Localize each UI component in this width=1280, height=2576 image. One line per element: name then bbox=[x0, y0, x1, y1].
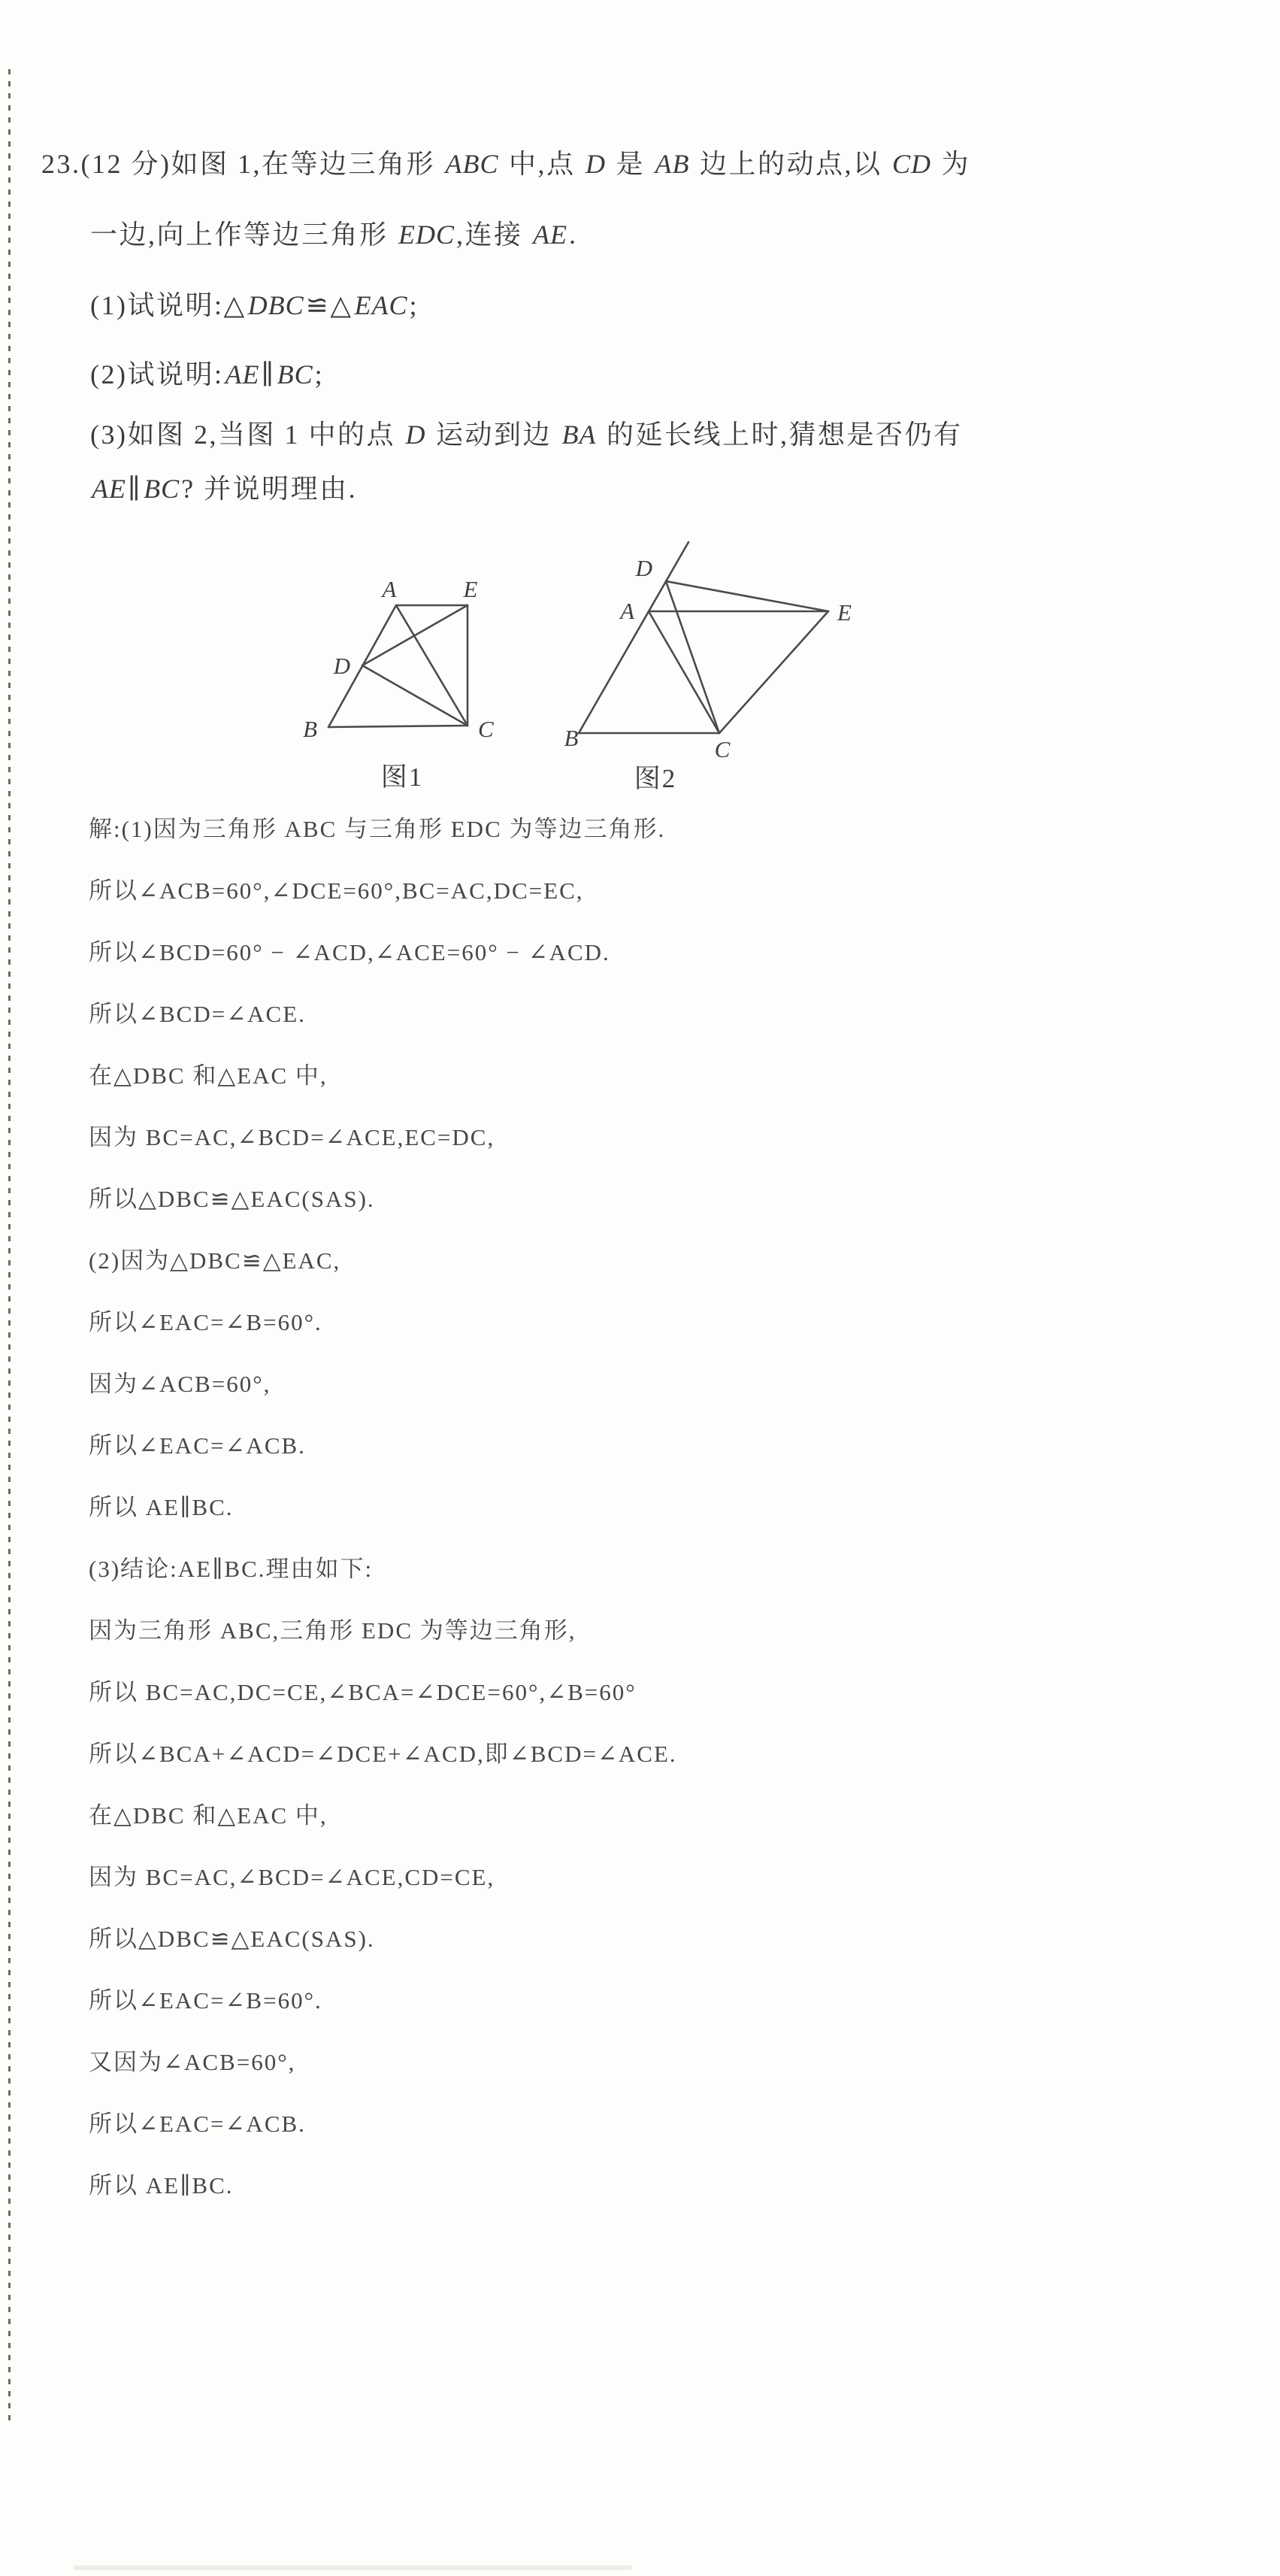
math-variable: EDC bbox=[398, 220, 455, 250]
solution-line-18: 因为 BC=AC,∠BCD=∠ACE,CD=CE, bbox=[89, 1864, 495, 1890]
solution-line-19: 所以△DBC≌△EAC(SAS). bbox=[89, 1926, 375, 1952]
solution-line-17: 在△DBC 和△EAC 中, bbox=[89, 1802, 328, 1829]
fig1-label-d: D bbox=[333, 653, 350, 679]
solution-line-12: 所以 AE∥BC. bbox=[89, 1494, 234, 1520]
text-run: . bbox=[569, 220, 578, 250]
math-variable: D bbox=[405, 420, 426, 450]
problem-line-4 bbox=[90, 358, 1263, 392]
text-run: ? 并说明理由. bbox=[181, 474, 358, 504]
solution-line-10: 因为∠ACB=60°, bbox=[89, 1371, 271, 1397]
text-run: 的延长线上时,猜想是否仍有 bbox=[598, 420, 963, 450]
text-run: 运动到边 bbox=[427, 420, 561, 450]
problem-line-6 bbox=[90, 472, 1263, 507]
fig1-side-BC bbox=[328, 726, 468, 727]
fig2-label-b: B bbox=[564, 725, 579, 751]
solution-line-22: 所以∠EAC=∠ACB. bbox=[89, 2111, 306, 2137]
solution-line-9: 所以∠EAC=∠B=60°. bbox=[89, 1309, 322, 1335]
figure-2-caption: 图2 bbox=[634, 764, 677, 793]
math-variable: BC bbox=[144, 474, 180, 504]
math-variable: CD bbox=[892, 149, 932, 179]
text-run: 中,点 bbox=[500, 149, 584, 179]
math-variable: BC bbox=[277, 359, 313, 389]
solution-line-21: 又因为∠ACB=60°, bbox=[89, 2049, 296, 2075]
problem-line-5 bbox=[90, 418, 1263, 453]
text-run: ; bbox=[409, 290, 419, 320]
solution-line-16: 所以∠BCA+∠ACD=∠DCE+∠ACD,即∠BCD=∠ACE. bbox=[89, 1741, 677, 1767]
math-variable: AB bbox=[655, 149, 690, 179]
text-run: 为 bbox=[933, 149, 971, 179]
fig2-label-d: D bbox=[635, 555, 652, 581]
math-variable: AE bbox=[92, 474, 126, 504]
problem-line-2 bbox=[90, 218, 1263, 253]
solution-line-2: 所以∠ACB=60°,∠DCE=60°,BC=AC,DC=EC, bbox=[89, 877, 584, 904]
problem-line-1 bbox=[41, 147, 1214, 182]
solution-line-20: 所以∠EAC=∠B=60°. bbox=[89, 1987, 322, 2014]
figure-2-diagram bbox=[556, 526, 857, 812]
text-run: (2)试说明: bbox=[90, 359, 224, 389]
fig1-side-DC bbox=[362, 665, 468, 726]
fig2-label-e: E bbox=[837, 599, 852, 626]
problem-line-3 bbox=[90, 289, 1263, 323]
math-variable: BA bbox=[561, 420, 597, 450]
fig2-label-a: A bbox=[620, 598, 634, 624]
fig1-segment-AC bbox=[396, 605, 468, 726]
text-run: 一边,向上作等边三角形 bbox=[90, 220, 398, 250]
text-run: 边上的动点,以 bbox=[691, 149, 891, 179]
solution-line-11: 所以∠EAC=∠ACB. bbox=[89, 1432, 306, 1459]
fig1-label-e: E bbox=[463, 576, 478, 602]
solution-line-4: 所以∠BCD=∠ACE. bbox=[89, 1001, 306, 1027]
solution-line-3: 所以∠BCD=60° − ∠ACD,∠ACE=60° − ∠ACD. bbox=[89, 939, 610, 965]
fig1-label-a: A bbox=[382, 576, 397, 602]
solution-line-23: 所以 AE∥BC. bbox=[89, 2172, 234, 2199]
fig2-label-c: C bbox=[714, 736, 731, 762]
text-run: ; bbox=[314, 359, 325, 389]
text-run: 是 bbox=[607, 149, 654, 179]
fig2-side-DC bbox=[666, 581, 719, 733]
math-variable: DBC bbox=[247, 290, 304, 320]
text-run: (1)试说明:△ bbox=[90, 290, 247, 320]
text-run: 23.(12 分)如图 1,在等边三角形 bbox=[41, 149, 444, 179]
fig1-label-c: C bbox=[478, 716, 494, 742]
solution-line-6: 因为 BC=AC,∠BCD=∠ACE,EC=DC, bbox=[89, 1124, 495, 1150]
solution-line-7: 所以△DBC≌△EAC(SAS). bbox=[89, 1186, 375, 1212]
page-edge-dashed-rule bbox=[8, 69, 11, 2423]
math-variable: ABC bbox=[445, 149, 499, 179]
solution-line-15: 所以 BC=AC,DC=CE,∠BCA=∠DCE=60°,∠B=60° bbox=[89, 1679, 637, 1705]
fig2-segment-AC bbox=[649, 611, 719, 733]
fig2-side-EC bbox=[719, 611, 828, 733]
fig2-side-DE bbox=[666, 581, 828, 611]
math-variable: AE bbox=[225, 359, 260, 389]
solution-line-1: 解:(1)因为三角形 ABC 与三角形 EDC 为等边三角形. bbox=[89, 816, 666, 842]
math-variable: EAC bbox=[354, 290, 408, 320]
solution-line-13: (3)结论:AE∥BC.理由如下: bbox=[89, 1556, 374, 1582]
scan-artifact-bar bbox=[74, 2565, 631, 2570]
text-run: ∥ bbox=[261, 359, 276, 389]
fig2-ray-B-through-A-D bbox=[579, 542, 688, 733]
text-run: ≌△ bbox=[305, 290, 353, 320]
solution-line-5: 在△DBC 和△EAC 中, bbox=[89, 1062, 328, 1089]
figure-1-caption: 图1 bbox=[380, 762, 424, 792]
text-run: ∥ bbox=[127, 474, 143, 504]
text-run: (3)如图 2,当图 1 中的点 bbox=[90, 420, 404, 450]
solution-line-14: 因为三角形 ABC,三角形 EDC 为等边三角形, bbox=[89, 1617, 576, 1644]
solution-line-8: (2)因为△DBC≌△EAC, bbox=[89, 1247, 341, 1274]
math-variable: D bbox=[586, 149, 606, 179]
fig1-label-b: B bbox=[303, 716, 317, 742]
text-run: ,连接 bbox=[456, 220, 532, 250]
figure-1-diagram bbox=[248, 541, 549, 812]
math-variable: AE bbox=[533, 220, 568, 250]
